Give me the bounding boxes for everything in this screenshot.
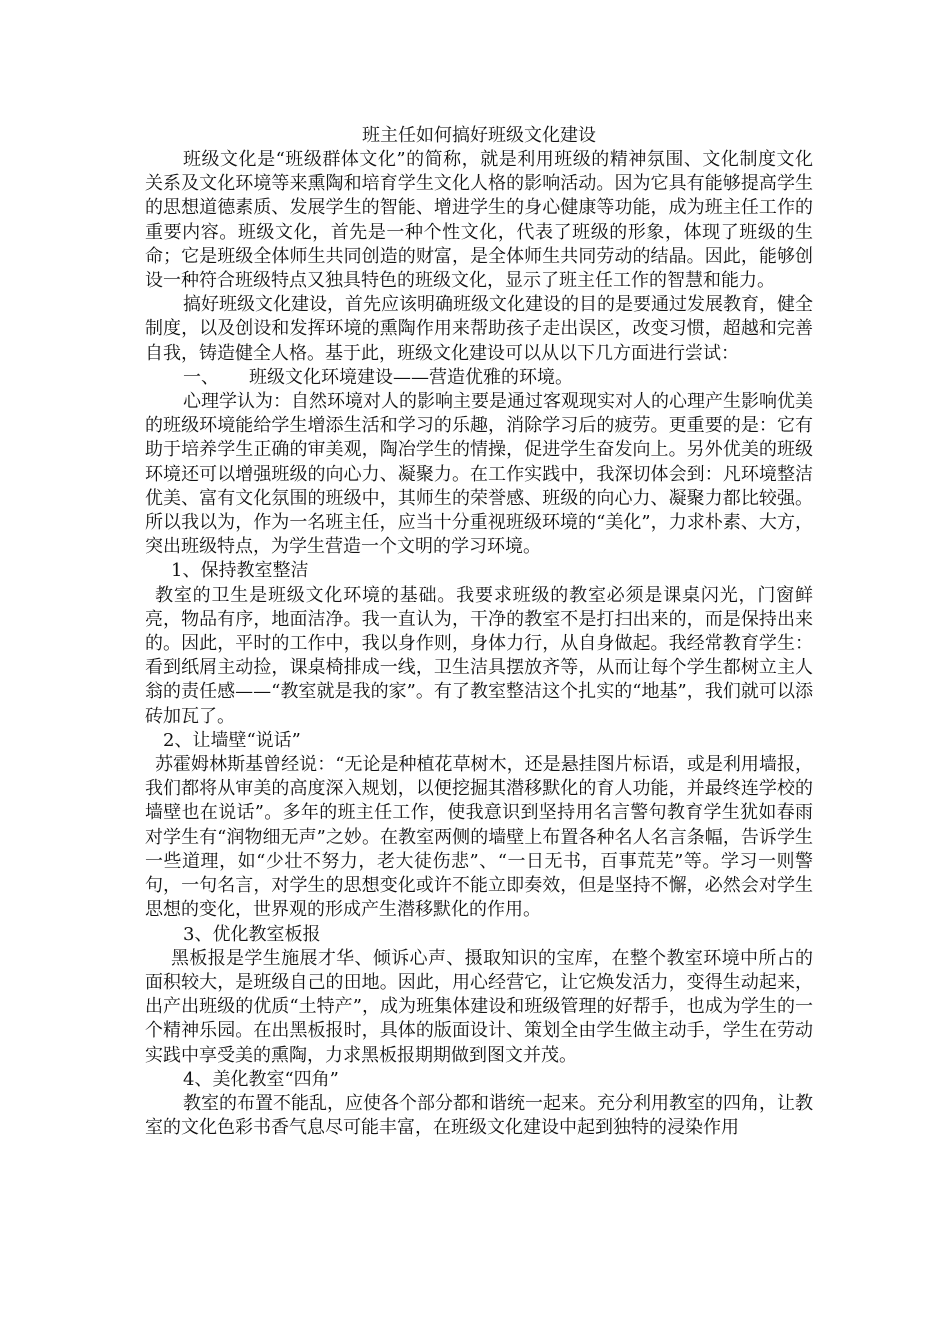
document-title: 班主任如何搞好班级文化建设 xyxy=(362,125,596,146)
subsection-body-4: 教室的布置不能乱，应使各个部分都和谐统一起来。充分利用教室的四角，让教室的文化色彩书香气息尽可能丰富，在班级文化建设中起到独特的浸染作用 xyxy=(145,1092,813,1139)
paragraph-intro: 班级文化是“班级群体文化”的简称，就是利用班级的精神氛围、文化制度文化关系及文化环境等来熏陶和培育学生文化人格的影响活动。因为它具有能够提高学生的思想道德素质、发展学生的智能、增进学生的身心健康等功能，成为班主任工作的重要内容。班级文化，首先是一种个性文化，代表了班级的形象，体现了班级的生命；它是班级全体师生共同创造的财富，是全体师生共同劳动的结晶。因此，能够创设一种符合班级特点又独具特色的班级文化，显示了班主任工作的智慧和能力。 xyxy=(145,149,813,292)
subsection-body-3: 黑板报是学生施展才华、倾诉心声、摄取知识的宝库，在整个教室环境中所占的面积较大，是班级自己的田地。因此，用心经营它，让它焕发活力，变得生动起来，出产出班级的优质“土特产”，成为班集体建设和班级管理的好帮手，也成为学生的一个精神乐园。在出黑板报时，具体的版面设计、策划全由学生做主动手，学生在劳动实践中享受美的熏陶，力求黑板报期期做到图文并茂。 xyxy=(145,947,813,1066)
section-intro-paragraph: 心理学认为：自然环境对人的影响主要是通过客观现实对人的心理产生影响优美的班级环境能给学生增添生活和学习的乐趣，消除学习后的疲劳。更重要的是：它有助于培养学生正确的审美观，陶冶学生的情操，促进学生奋发向上。另外优美的班级环境还可以增强班级的向心力、凝聚力。在工作实践中，我深切体会到：凡环境整洁优美、富有文化氛围的班级中，其师生的荣誉感、班级的向心力、凝聚力都比较强。所以我以为，作为一名班主任，应当十分重视班级环境的“美化”，力求朴素、大方，突出班级特点，为学生营造一个文明的学习环境。 xyxy=(145,391,813,558)
paragraph-purpose: 搞好班级文化建设，首先应该明确班级文化建设的目的是要通过发展教育，健全制度，以及创设和发挥环境的熏陶作用来帮助孩子走出误区，改变习惯，超越和完善自我，铸造健全人格。基于此，班级文化建设可以从以下几方面进行尝试： xyxy=(145,294,813,364)
section-number: 一、 xyxy=(183,366,219,388)
subsection-heading-1: 1、保持教室整洁 xyxy=(171,560,309,582)
subsection-body-1: 教室的卫生是班级文化环境的基础。我要求班级的教室必须是课桌闪光，门窗鲜亮，物品有序，地面洁净。我一直认为，干净的教室不是打扫出来的，而是保持出来的。因此，平时的工作中，我以身作则，身体力行，从自身做起。我经常教育学生：看到纸屑主动捡，课桌椅排成一线，卫生洁具摆放齐等，从而让每个学生都树立主人翁的责任感——“教室就是我的家”。有了教室整洁这个扎实的“地基”，我们就可以添砖加瓦了。 xyxy=(145,584,813,727)
section-heading-text: 班级文化环境建设——营造优雅的环境。 xyxy=(249,366,573,388)
section-heading xyxy=(145,366,813,390)
document-page xyxy=(145,124,813,1140)
subsection-heading-4: 4、美化教室“四角” xyxy=(183,1068,339,1090)
subsection-heading-2: 2、让墙壁“说话” xyxy=(163,729,301,751)
subsection-body-2: 苏霍姆林斯基曾经说：“无论是种植花草树木，还是悬挂图片标语，或是利用墙报，我们都将从审美的高度深入规划，以便挖掘其潜移默化的育人功能，并最终连学校的墙壁也在说话”。多年的班主任工作，使我意识到坚持用名言警句教育学生犹如春雨对学生有“润物细无声”之妙。在教室两侧的墙壁上布置各种名人名言条幅，告诉学生一些道理，如“少壮不努力，老大徒伤悲”、“一日无书，百事荒芜”等。学习一则警句，一句名言，对学生的思想变化或许不能立即奏效，但是坚持不懈，必然会对学生思想的变化，世界观的形成产生潜移默化的作用。 xyxy=(145,754,813,921)
subsection-heading-3: 3、优化教室板报 xyxy=(183,923,321,945)
